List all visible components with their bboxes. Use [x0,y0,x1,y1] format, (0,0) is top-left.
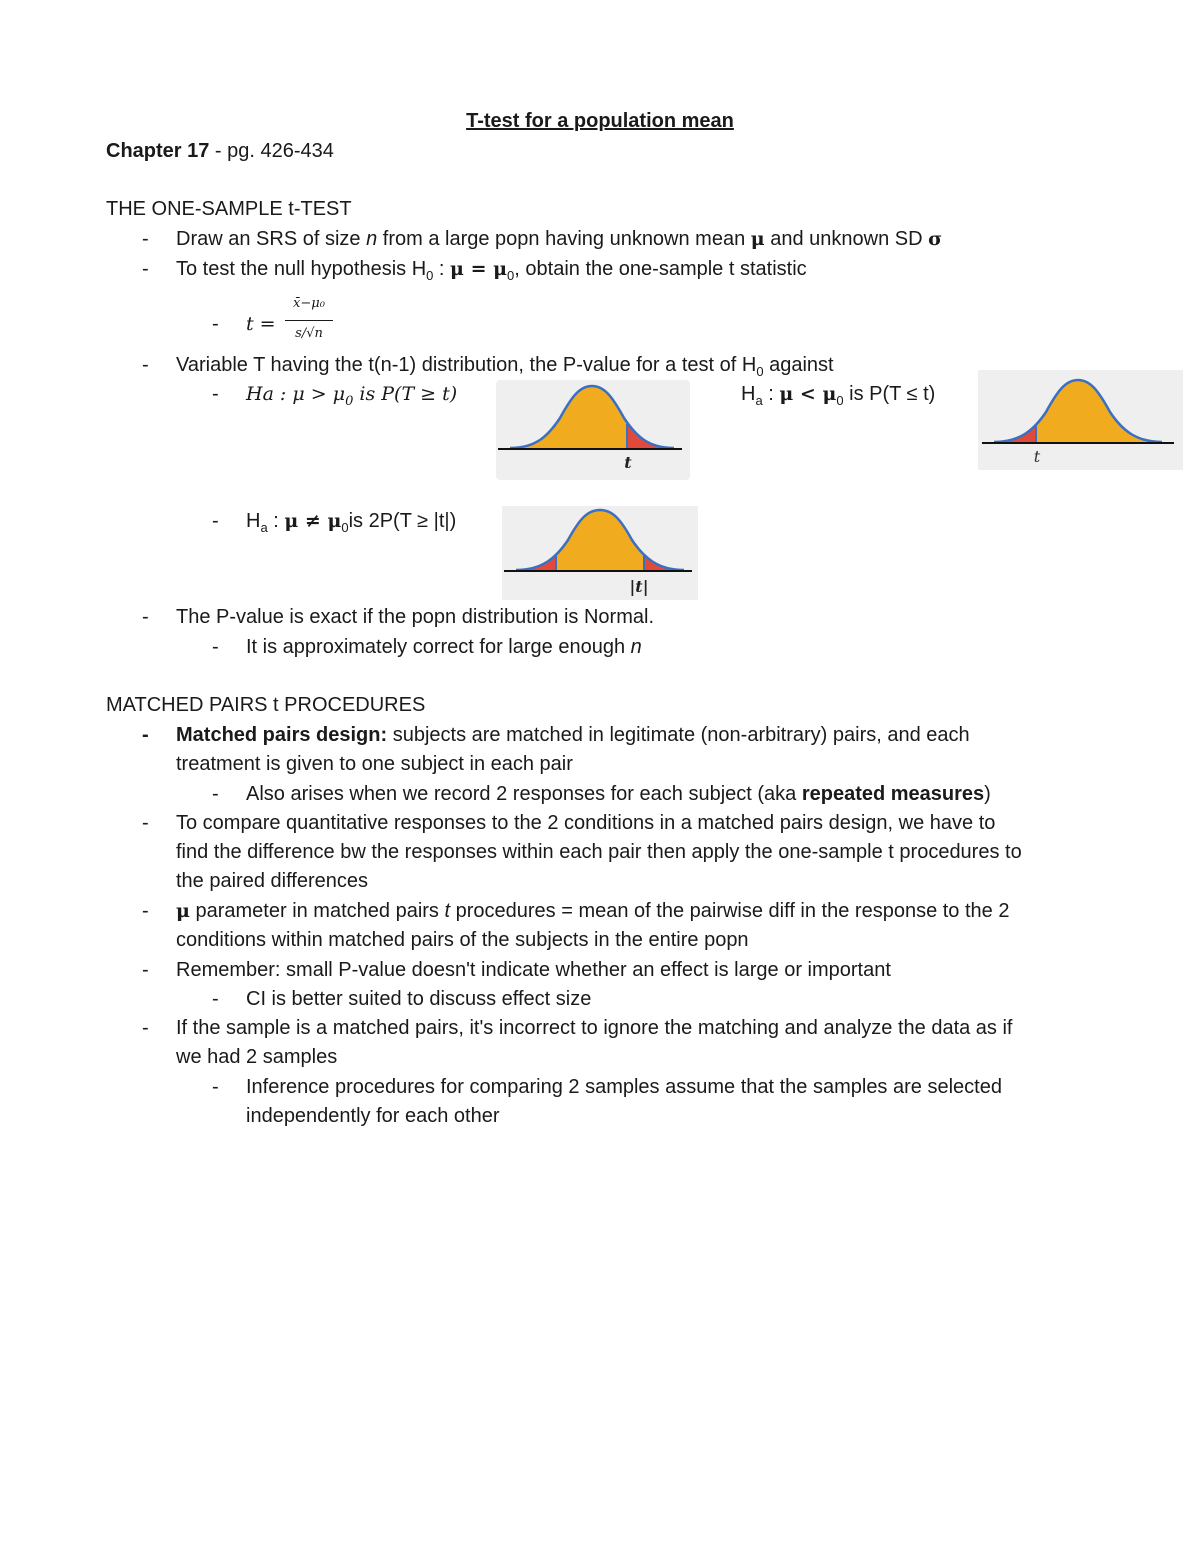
bullet-ignore-matching: If the sample is a matched pairs, it's incorrect to ignore the matching and analyze the data as if [176,1017,1013,1039]
chapter-label: Chapter 17 [106,140,210,162]
bullet-dash: - [142,258,149,280]
bullet-dash: - [142,354,149,376]
section-heading-one-sample: THE ONE-SAMPLE t-TEST [106,198,352,220]
mu-symbol: μ [327,510,342,532]
bullet-continuation: the paired differences [176,870,368,892]
upper-tail-curve-svg [496,380,690,480]
bullet-dash: - [142,724,149,746]
mu-symbol: μ [822,383,837,405]
text: subjects are matched in legitimate (non-arbitrary) pairs, and each [387,724,970,746]
bullet-null-hypothesis [176,256,807,282]
text: procedures = mean of the pairwise diff in the response to the 2 [450,900,1010,922]
bullet-matched-pairs-design [176,722,970,748]
var-n: n [366,228,378,250]
text: It is approximately correct for large enough [246,636,631,658]
text: H [741,383,756,405]
text: H [246,510,261,532]
bullet-continuation: find the difference bw the responses within each pair then apply the one-sample t procedures to [176,841,1022,863]
ha-not-equal-text [246,508,456,534]
text: ) [984,783,991,805]
mu-symbol: μ [284,510,299,532]
text: is P(T ≤ t) [843,383,936,405]
text: Ha : μ > μ [246,383,346,405]
bullet-dash: - [212,313,219,335]
ha-less-text [741,381,935,407]
bullet-dash: - [142,812,149,834]
text: against [763,354,834,376]
text: is 2P(T ≥ |t|) [348,510,457,532]
bullet-continuation: independently for each other [246,1105,500,1127]
two-tail-curve-svg [502,506,698,600]
bullet-dash: - [212,510,219,532]
var-t: t [444,900,451,922]
bullet-dash: - [212,1076,219,1098]
upper-tail-curve [496,380,690,480]
text: from a large popn having unknown mean [377,228,751,250]
subscript: a [260,520,268,535]
bullet-remember: Remember: small P-value doesn't indicate whether an effect is large or important [176,959,891,981]
formula-numerator: x̄−μ₀ [293,296,325,311]
subscript: 0 [836,393,844,408]
equals-symbol: = [463,258,494,280]
bullet-dash: - [212,783,219,805]
mu-symbol: μ [779,383,794,405]
mu-symbol: μ [450,258,464,280]
bullet-dash: - [142,959,149,981]
ha-greater-text [246,381,457,407]
text: parameter in matched pairs [189,900,445,922]
bullet-dash: - [212,636,219,658]
subscript: 0 [507,268,515,283]
two-tail-curve [502,506,698,600]
subscript: 0 [756,364,764,379]
text: Also arises when we record 2 responses for each subject (aka [246,783,802,805]
var-n: n [630,636,642,658]
bullet-ci-effect-size: CI is better suited to discuss effect size [246,988,592,1010]
formula-lhs: t = [246,313,276,335]
bullet-dash: - [212,383,219,405]
bullet-continuation: we had 2 samples [176,1046,338,1068]
text: : [762,383,780,405]
text: is P(T ≥ t) [353,383,458,405]
text: To test the null hypothesis H [176,258,427,280]
chapter-pages: - pg. 426-434 [209,140,334,162]
bullet-dash: - [142,606,149,628]
bullet-srs [176,226,942,252]
lower-tail-curve [978,370,1183,470]
bullet-p-value-exact: The P-value is exact if the popn distribution is Normal. [176,606,654,628]
subscript: 0 [426,268,434,283]
term: repeated measures [801,783,985,805]
subscript: a [755,393,763,408]
bullet-variable-t [176,352,834,378]
mu-symbol: μ [493,258,508,280]
lower-tail-curve-svg [978,370,1183,470]
subscript: 0 [341,520,349,535]
text: Draw an SRS of size [176,228,367,250]
formula-denominator: s/√n [295,326,323,341]
bullet-approximately-correct [246,634,642,660]
curve-label: t [1033,447,1041,466]
bullet-mu-parameter [176,898,1009,924]
subscript: 0 [345,394,354,409]
fraction-bar [285,320,333,321]
not-equal-symbol: ≠ [298,510,328,532]
bullet-inference-procedures: Inference procedures for comparing 2 samples assume that the samples are selected [246,1076,1002,1098]
bullet-continuation: treatment is given to one subject in each pair [176,753,573,775]
curve-label: |t| [629,577,649,596]
less-than-symbol: < [793,383,823,405]
bullet-dash: - [142,228,149,250]
text: , obtain the one-sample t statistic [514,258,807,280]
term: Matched pairs design: [176,724,388,746]
section-heading-matched-pairs: MATCHED PAIRS t PROCEDURES [106,694,426,716]
bullet-continuation: conditions within matched pairs of the subjects in the entire popn [176,929,749,951]
text: Variable T having the t(n-1) distribution, the P-value for a test of H [176,354,757,376]
mu-symbol: μ [176,900,190,922]
bullet-dash: - [142,1017,149,1039]
sigma-symbol: σ [928,228,943,250]
text: : [433,258,451,280]
text: : [267,510,285,532]
bullet-repeated-measures [246,781,991,807]
page-title: T-test for a population mean [466,110,734,132]
bullet-dash: - [212,988,219,1010]
mu-symbol: μ [750,228,765,250]
chapter-line [106,138,334,164]
bullet-dash: - [142,900,149,922]
text: and unknown SD [764,228,929,250]
curve-label: t [624,453,632,472]
bullet-compare-responses: To compare quantitative responses to the 2 conditions in a matched pairs design, we have to [176,812,996,834]
